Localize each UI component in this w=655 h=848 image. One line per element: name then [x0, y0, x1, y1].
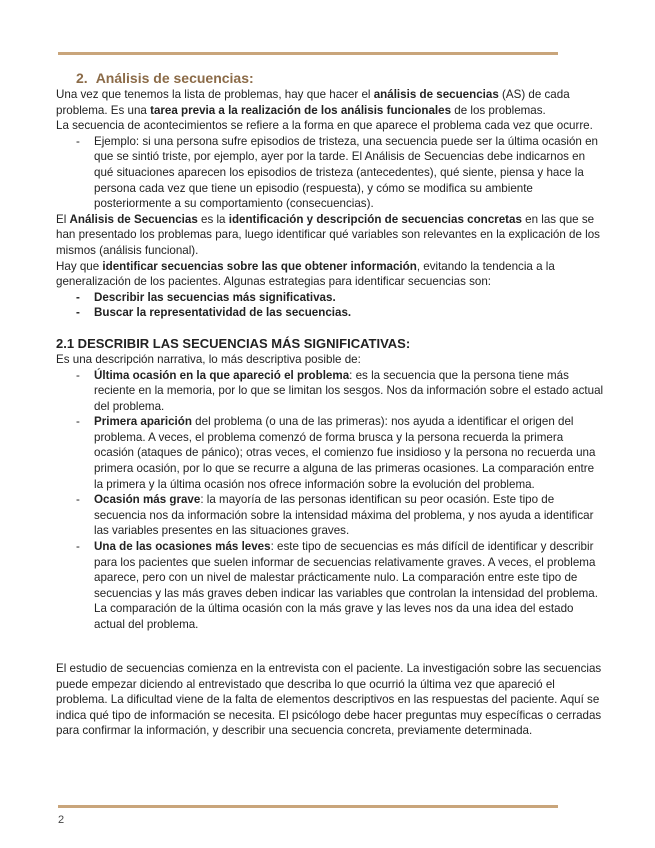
closing-paragraph: El estudio de secuencias comienza en la entrevista con el paciente. La investigación sobre las secuencias puede empezar diciendo al entrevistado que describa lo que ocurrió la última vez que apareció el problema. La dificultad viene de la falta de elementos descriptivos en las respuestas del paciente. Aquí se indica qué tipo de información se necesita. El psicólogo debe hacer preguntas muy específicas o cerradas para confirmar la información, y describir una secuencia concreta, previamente determinada. — [56, 662, 602, 738]
example-item: - Ejemplo: si una persona sufre episodios de tristeza, una secuencia puede ser la última ocasión en que se sintió triste, por ejemplo, ayer por la tarde. El Análisis de Secuencias debe indicarnos en qué situaciones aparecen los episodios de tristeza (antecedentes), qué siente, piensa y hace la persona cada vez que tiene un episodio (respuesta), y cómo se modifica su ambiente posteriormente a su comportamiento (consecuencias). — [56, 134, 604, 212]
section-title-text: Análisis de secuencias: — [95, 70, 254, 86]
footer-rule — [58, 805, 558, 808]
paragraph-definition: La secuencia de acontecimientos se refiere a la forma en que aparece el problema cada vez que ocurre. — [56, 119, 593, 133]
header-rule — [58, 52, 558, 55]
strategy-item: - Buscar la representatividad de las secuencias. — [56, 305, 604, 321]
strategy-item: - Describir las secuencias más significativas. — [56, 290, 604, 306]
list-item: - Ocasión más grave: la mayoría de las personas identifican su peor ocasión. Este tipo de secuencia nos da información sobre la intensidad máxima del problema, y nos ayuda a identificar las variables presentes en las situaciones graves. — [56, 492, 604, 539]
paragraph-intro: Una vez que tenemos la lista de problemas, hay que hacer el análisis de secuencias (AS) de cada problema. Es una tarea previa a la realización de los análisis funcionales de los problemas. — [56, 88, 570, 117]
section-analisis — [56, 69, 604, 633]
page-number: 2 — [58, 814, 65, 826]
sequence-types-list — [56, 368, 604, 633]
closing-paragraph-block — [56, 661, 604, 739]
example-list — [56, 134, 604, 212]
paragraph-analisis: El Análisis de Secuencias es la identificación y descripción de secuencias concretas en las que se han presentado los problemas para, luego identificar qué variables son relevantes en la explicación de los mismos (análisis funcional). — [56, 212, 600, 257]
subsection-intro: Es una descripción narrativa, lo más descriptiva posible de: — [56, 352, 361, 366]
list-item: - Una de las ocasiones más leves: este tipo de secuencias es más difícil de identificar y describir para los pacientes que suelen informar de secuencias relativamente graves. A veces, el problema aparece, pero con un nivel de malestar prácticamente nulo. La comparación entre este tipo de secuencias y las más graves deben indicar las variables que controlan la intensidad del problema. La comparación de la última ocasión con la más grave y las leves nos da una idea del estado actual del problema. — [56, 539, 604, 633]
paragraph-strategies: Hay que identificar secuencias sobre las que obtener información, evitando la tendencia a la generalización de los pacientes. Algunas estrategias para identificar secuencias son: — [56, 259, 555, 289]
list-item: - Última ocasión en la que apareció el problema: es la secuencia que la persona tiene más reciente en la memoria, por lo que se limitan los sesgos. Nos da información sobre el estado actual del problema. — [56, 368, 604, 415]
list-item: - Primera aparición del problema (o una de las primeras): nos ayuda a identificar el origen del problema. A veces, el problema comenzó de forma brusca y la persona recuerda la primera ocasión (ataques de pánico); otras veces, el comienzo fue insidioso y la persona no recuerda una primera ocasión, por lo que se recurre a alguna de las primeras ocasiones. La comparación entre la primera y la última ocasión nos ofrece información sobre la evolución del problema. — [56, 414, 604, 492]
section-number: 2. — [76, 70, 88, 86]
subsection-title: 2.1 DESCRIBIR LAS SECUENCIAS MÁS SIGNIFICATIVAS: — [56, 335, 411, 351]
section-title — [56, 69, 604, 87]
strategies-list — [56, 290, 604, 321]
